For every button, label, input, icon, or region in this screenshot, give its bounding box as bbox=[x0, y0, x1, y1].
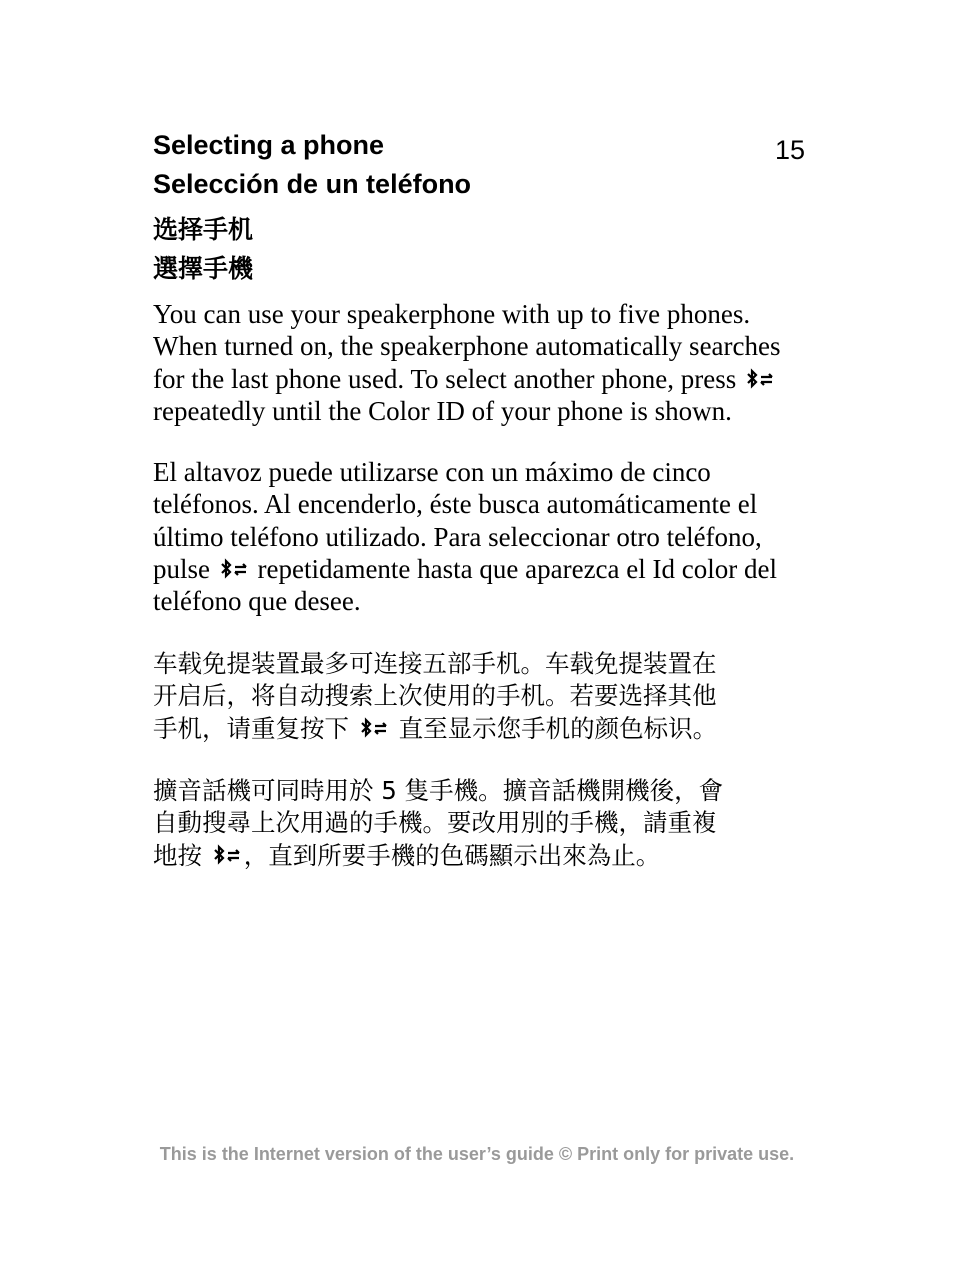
heading-zh-simplified: 选择手机 bbox=[153, 215, 254, 244]
paragraph-zh-traditional bbox=[153, 775, 825, 872]
bluetooth-switch-icon bbox=[359, 717, 389, 739]
bluetooth-switch-icon bbox=[745, 368, 775, 390]
text-line bbox=[153, 713, 825, 745]
text-run: 手机，请重复按下 bbox=[153, 713, 349, 743]
text-line bbox=[153, 363, 825, 395]
bluetooth-switch-icon bbox=[212, 844, 242, 866]
text-line: repeatedly until the Color ID of your phone is shown. bbox=[153, 395, 732, 426]
text-line: El altavoz puede utilizarse con un máximo de cinco bbox=[153, 457, 711, 487]
text-run: 地按 bbox=[153, 840, 202, 870]
text-run: 直至显示您手机的颜色标识。 bbox=[398, 713, 718, 743]
bluetooth-switch-icon bbox=[219, 558, 249, 580]
heading-es: Selección de un teléfono bbox=[153, 169, 472, 199]
text-line bbox=[153, 553, 825, 585]
text-run: repetidamente hasta que aparezca el Id color del bbox=[257, 553, 777, 584]
text-line: 车载免提装置最多可连接五部手机。车载免提装置在 bbox=[153, 649, 717, 678]
text-line: You can use your speakerphone with up to five phones. bbox=[153, 299, 751, 329]
page-number: 15 bbox=[775, 135, 806, 165]
text-line: teléfonos. Al encenderlo, éste busca automáticamente el bbox=[153, 489, 758, 520]
text-run: for the last phone used. To select another phone, press bbox=[153, 363, 737, 394]
text-line: último teléfono utilizado. Para seleccionar otro teléfono, bbox=[153, 521, 762, 552]
text-line: When turned on, the speakerphone automatically searches bbox=[153, 331, 781, 362]
heading-zh-traditional: 選擇手機 bbox=[153, 254, 254, 283]
text-line: 开启后，将自动搜索上次使用的手机。若要选择其他 bbox=[153, 681, 717, 711]
heading-en: Selecting a phone bbox=[153, 130, 385, 160]
text-line: 自動搜尋上次用過的手機。要改用別的手機，請重複 bbox=[153, 808, 717, 838]
text-run: pulse bbox=[153, 553, 210, 584]
footer-notice: This is the Internet version of the user’s guide © Print only for private use. bbox=[159, 1144, 795, 1164]
text-line: 擴音話機可同時用於 5 隻手機。擴音話機開機後，會 bbox=[153, 776, 724, 805]
paragraph-zh-simplified bbox=[153, 648, 825, 745]
paragraph-es bbox=[153, 456, 825, 617]
text-line bbox=[153, 840, 825, 872]
paragraph-en bbox=[153, 298, 825, 427]
text-run: ，直到所要手機的色碼顯示出來為止。 bbox=[243, 840, 661, 870]
text-line: teléfono que desee. bbox=[153, 586, 361, 617]
